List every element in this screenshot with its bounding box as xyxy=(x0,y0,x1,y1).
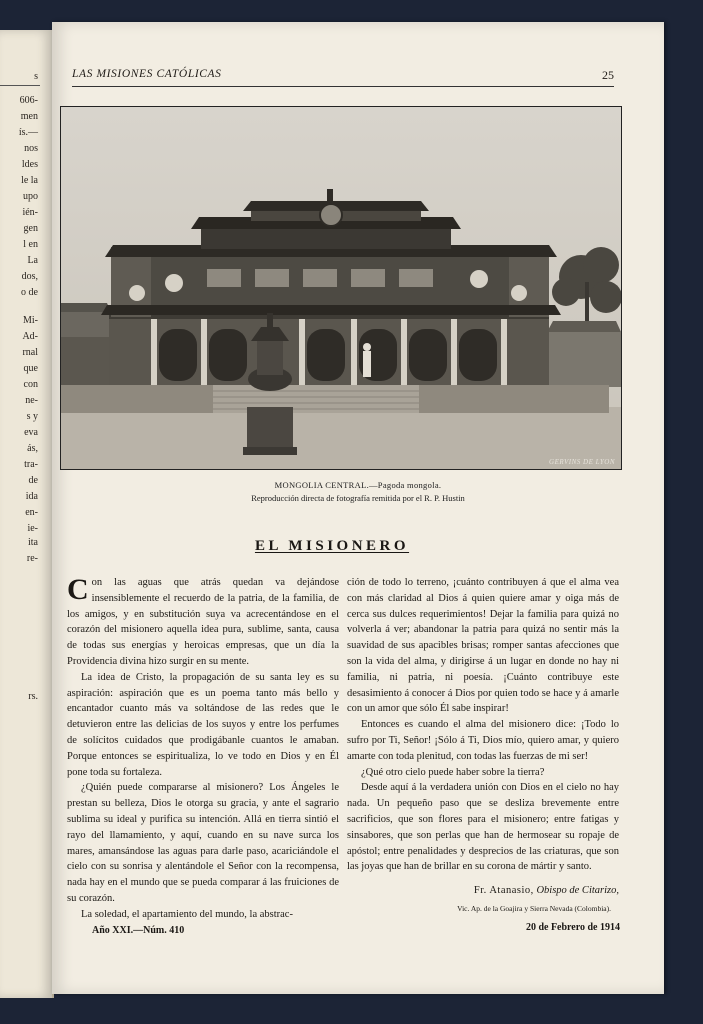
drop-cap: C xyxy=(67,573,89,606)
prev-page-fragment: ida xyxy=(25,491,38,502)
prev-page-fragment: rnal xyxy=(22,347,38,358)
prev-page-fragment: o de xyxy=(21,287,38,298)
article-paragraph: Desde aquí á la verdadera unión con Dios en el cielo no hay nada. Un pequeño paso que se desliza brevemente entre sacrificios, que son flores para el misionero; entre fatigas y sinsabores, que son perlas que han de hermosear su ropaje de apóstol; entre penalidades y desprecios de las criaturas, que son las joyas que han de brillar en su corona de mártir y santo. xyxy=(347,782,619,873)
prev-page-fragment: upo xyxy=(23,191,38,202)
prev-page-fragment: tra- xyxy=(24,459,38,470)
prev-page-fragment: Mi- xyxy=(23,315,38,326)
running-header xyxy=(72,68,614,87)
prev-page-fragment: Ad- xyxy=(22,331,38,342)
author-title: Obispo de Citarizo, xyxy=(536,885,619,897)
prev-page-fragment: ldes xyxy=(21,159,38,170)
prev-page-fragment: ne- xyxy=(25,395,38,406)
issue-number: Año XXI.—Núm. 410 xyxy=(92,925,185,936)
prev-page-fragment: ís.— xyxy=(18,127,38,138)
prev-page-fragment: de xyxy=(28,475,38,486)
prev-page-fragment: ás, xyxy=(27,443,38,454)
article-column-right xyxy=(347,575,619,917)
prev-page-fragment: 606- xyxy=(19,95,38,106)
author-name: Fr. Atanasio, xyxy=(473,885,534,897)
prev-page-fragment: le la xyxy=(21,175,38,186)
article-paragraph: ¿Quién puede compararse al misionero? Los Ángeles le prestan su belleza, Dios le otorga su gracia, y ante el sagrario sublima su ideal y purifica su intención. Allá en tierra sintió el rayo del llamamiento, y aquí, cuando en su nave surca los mares, amansándose las aguas para darle paso, acariciándole el cielo con su sonrisa y alentándole el Señor con la recompensa, nada hay en el mundo que se pueda comparar á las fruiciones de su corazón. xyxy=(67,782,339,904)
photo-credit: GERVINS DE LYON xyxy=(549,458,615,466)
vicariate-line: Vic. Ap. de la Goajira y Sierra Nevada (Colombia). xyxy=(457,903,611,913)
article-paragraph: Con las aguas que atrás quedan va dejándose insensiblemente el recuerdo de la patria, de la familia, de los amigos, y en substitución suya va acrecentándose en el corazón del misionero aquella idea pura, sublime, santa, causa de todas sus energías y heroicas empresas, que un día la Providencia divina hizo surgir en su mente. xyxy=(67,573,339,667)
previous-page-edge xyxy=(0,30,54,998)
prev-page-fragment: re- xyxy=(26,553,38,564)
photo-caption-title: MONGOLIA CENTRAL.—Pagoda mongola. xyxy=(274,480,442,490)
article-paragraph: ción de todo lo terreno, ¡cuánto contribuyen á que el alma vea con más claridad al Dios á quien quiere amar y oiga más de cerca sus dulces requerimientos! Dejar la familia para quizá no volverla á ver; abandonar la patria para quizá no sentir más la suavidad de sus apacibles brisas; romper santas afecciones que son la vida del alma, y dirigirse á un lugar en donde no hay ni familia, ni patria, ni poesía. ¡Cuánto contribuye este desasimiento á conocer á Dios por quien todo se hace y á amarle con un amor que sólo Él sabe inspirar! xyxy=(347,577,619,715)
article-paragraph: Entonces es cuando el alma del misionero dice: ¡Todo lo sufro por Ti, Señor! ¡Sólo á Ti, Dios mío, quiero amar, y quiero amarte con toda plenitud, con todas las fuerzas de mi ser! xyxy=(347,719,619,762)
article-title: EL MISIONERO xyxy=(254,538,410,554)
prev-page-fragment: l en xyxy=(23,239,38,250)
prev-page-fragment: s y xyxy=(26,411,38,422)
prev-page-fragment: gen xyxy=(23,223,38,234)
prev-page-fragment: La xyxy=(27,255,38,266)
prev-page-fragment: en- xyxy=(25,507,38,518)
previous-page-rule xyxy=(0,85,40,86)
prev-page-fragment: s xyxy=(34,71,38,82)
article-paragraph: La idea de Cristo, la propagación de su santa ley es su aspiración: aspiración que es un poema tanto más bello y encantador cuanto más va soltándose de las redes que le detuvieron entre las delicias de los suyos y entre los perfumes de solícitos cuidados que prodigábanle cuantos le amaban. Porque entonces se espiritualiza, lo ve todo en Dios y en Él pone toda su fortaleza. xyxy=(67,671,339,778)
journal-title: LAS MISIONES CATÓLICAS xyxy=(72,68,222,80)
prev-page-fragment: nos xyxy=(24,143,38,154)
page-number: 25 xyxy=(602,68,614,82)
article-column-left xyxy=(67,575,339,923)
prev-page-fragment: con xyxy=(23,379,38,390)
photo-caption-source: Reproducción directa de fotografía remitida por el R. P. Hustin xyxy=(251,493,465,503)
author-signature xyxy=(347,883,619,899)
prev-page-fragment: rs. xyxy=(28,691,38,702)
prev-page-fragment: men xyxy=(20,111,38,122)
prev-page-fragment: eva xyxy=(24,427,38,438)
prev-page-fragment: ita xyxy=(28,537,38,548)
magazine-page xyxy=(52,22,664,994)
prev-page-fragment: ién- xyxy=(22,207,38,218)
issue-date: 20 de Febrero de 1914 xyxy=(525,922,620,933)
article-paragraph: La soledad, el apartamiento del mundo, la abstrac- xyxy=(81,908,293,920)
pagoda-photograph xyxy=(60,106,622,470)
pagoda-illustration xyxy=(61,107,621,469)
prev-page-fragment: que xyxy=(23,363,38,374)
prev-page-fragment: dos, xyxy=(21,271,38,282)
article-paragraph: ¿Qué otro cielo puede haber sobre la tierra? xyxy=(361,766,545,778)
prev-page-fragment: ie- xyxy=(27,523,38,534)
